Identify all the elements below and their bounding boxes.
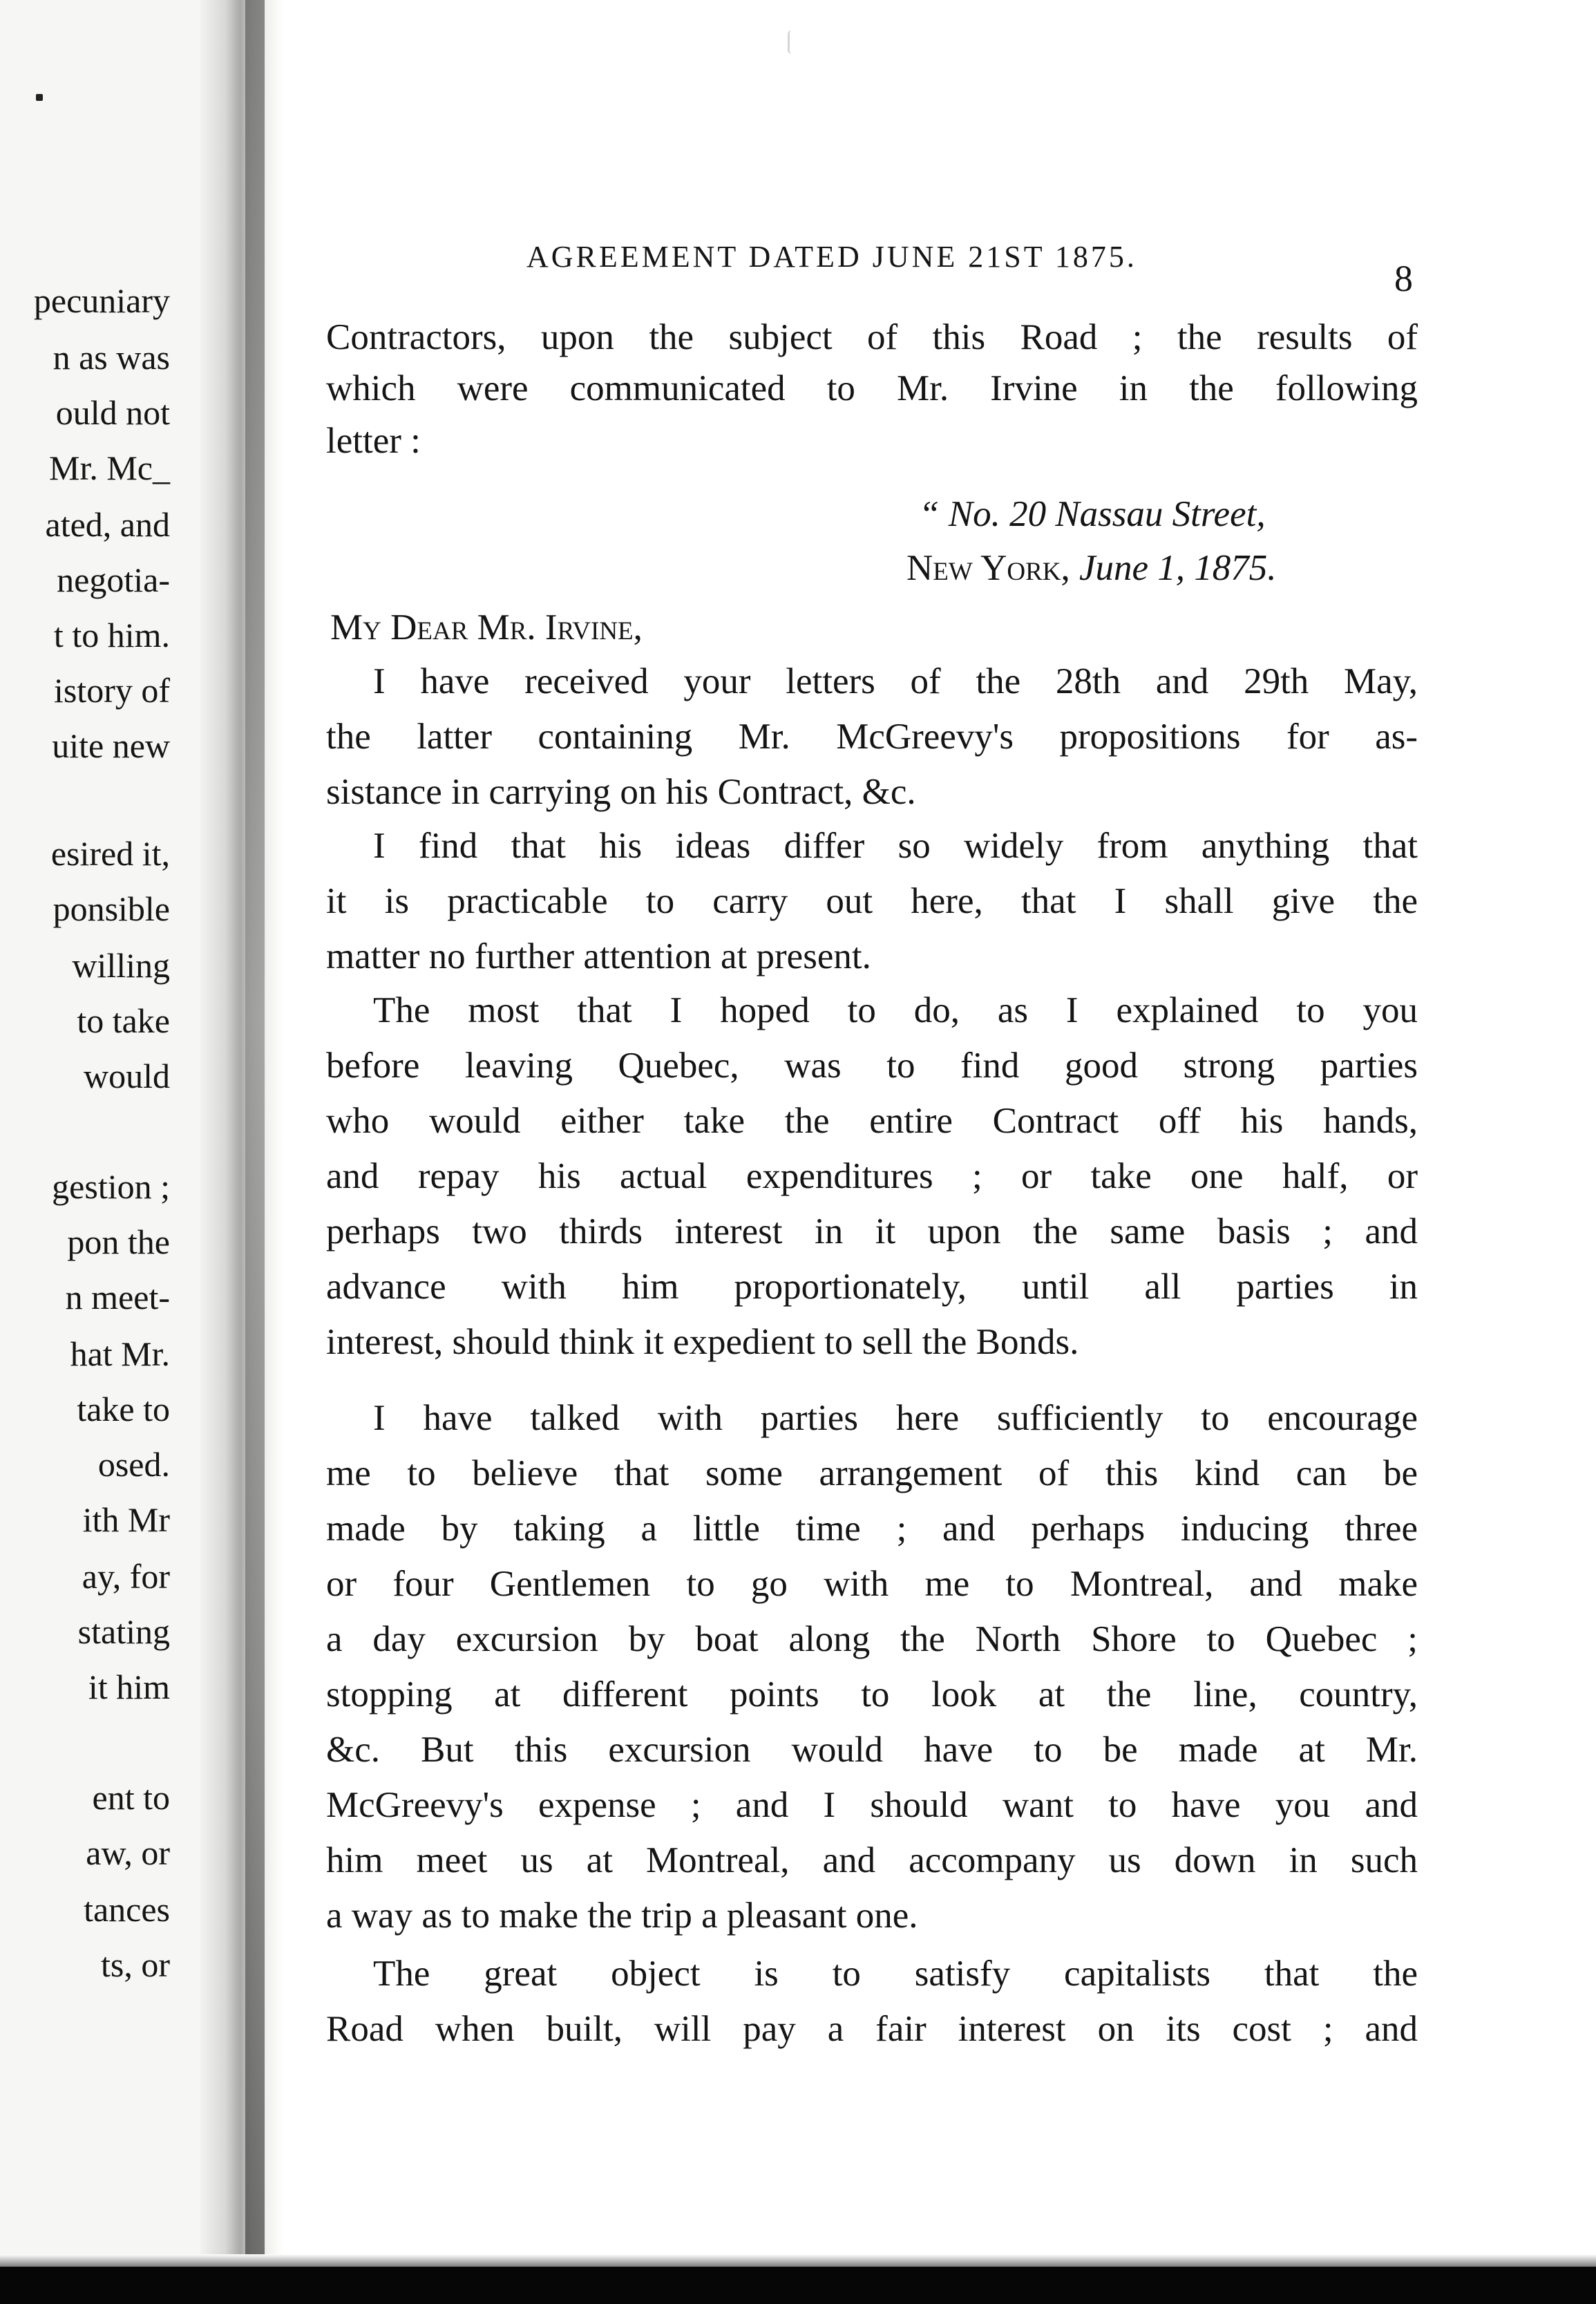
gutter-shadow: [245, 0, 265, 2260]
left-page-line: take to: [77, 1390, 170, 1428]
letter-date: June 1, 1875.: [1079, 548, 1277, 588]
left-page-line: Mr. Mc_: [49, 448, 170, 487]
letter-line: The most that I hoped to do, as I explained to you: [373, 990, 1418, 1030]
letter-line: McGreevy's expense ; and I should want to have you and: [326, 1785, 1418, 1825]
left-page-line: would: [84, 1057, 170, 1095]
letter-line: Road when built, will pay a fair interest on its cost ; and: [326, 2009, 1418, 2049]
letter-city: New York,: [906, 548, 1070, 588]
letter-line: and repay his actual expenditures ; or take one half, or: [326, 1156, 1418, 1196]
left-page-line: pecuniary: [33, 281, 170, 320]
left-page-line: ith Mr: [82, 1500, 170, 1539]
letter-line: the latter containing Mr. McGreevy's propositions for as-: [326, 717, 1418, 757]
letter-line: advance with him proportionately, until all parties in: [326, 1267, 1418, 1307]
letter-line: or four Gentlemen to go with me to Montreal, and make: [326, 1564, 1418, 1604]
left-page-line: pon the: [67, 1222, 170, 1261]
letter-salutation: My Dear Mr. Irvine,: [330, 607, 643, 648]
running-title: AGREEMENT DATED JUNE 21ST 1875.: [526, 240, 1137, 274]
left-page-line: esired it,: [50, 834, 170, 873]
left-page-line: istory of: [53, 671, 170, 710]
letter-line: I have received your letters of the 28th and 29th May,: [373, 661, 1418, 701]
letter-place-date: [906, 547, 1277, 589]
left-page-line: n as was: [53, 338, 170, 377]
page-number: 8: [1394, 258, 1413, 299]
left-page-line: willing: [72, 946, 170, 985]
scan-edge: [0, 2254, 1596, 2268]
ink-dot: [36, 94, 43, 101]
letter-line: me to believe that some arrangement of this kind can be: [326, 1453, 1418, 1493]
left-page-line: aw, or: [86, 1833, 170, 1872]
left-page-fragment: [0, 0, 200, 2260]
letter-line: perhaps two thirds interest in it upon the same basis ; and: [326, 1211, 1418, 1252]
letter-line: it is practicable to carry out here, that I shall give the: [326, 881, 1418, 921]
left-page-line: uite new: [52, 726, 170, 765]
letter-line: &c. But this excursion would have to be made at Mr.: [326, 1730, 1418, 1770]
letter-line: stopping at different points to look at the line, country,: [326, 1674, 1418, 1715]
left-page-line: ould not: [55, 393, 170, 432]
letter-line: a way as to make the trip a pleasant one.: [326, 1896, 918, 1936]
letter-line: The great object is to satisfy capitalists that the: [373, 1954, 1418, 1994]
letter-address: “ No. 20 Nassau Street,: [919, 494, 1266, 534]
letter-line: made by taking a little time ; and perhaps inducing three: [326, 1509, 1418, 1549]
left-page-line: gestion ;: [52, 1167, 170, 1206]
intro-line: which were communicated to Mr. Irvine in the following: [326, 368, 1418, 408]
left-page-line: negotia-: [57, 560, 170, 599]
left-page-line: it him: [88, 1668, 170, 1706]
left-page-line: n meet-: [65, 1278, 170, 1316]
left-page-line: ts, or: [101, 1945, 170, 1984]
letter-line: I find that his ideas differ so widely from anything that: [373, 826, 1418, 866]
left-page-line: to take: [77, 1001, 170, 1040]
letter-line: interest, should think it expedient to sell the Bonds.: [326, 1322, 1079, 1362]
left-page-line: ent to: [92, 1778, 170, 1817]
scan-border: [0, 2267, 1596, 2304]
book-gutter: [200, 0, 283, 2260]
left-page-line: osed.: [97, 1445, 170, 1484]
left-page-line: ay, for: [82, 1557, 170, 1596]
intro-line: letter :: [326, 421, 421, 461]
left-page-line: ponsible: [53, 889, 170, 928]
letter-line: sistance in carrying on his Contract, &c.: [326, 772, 916, 812]
left-page-line: tances: [84, 1890, 170, 1929]
left-page-line: hat Mr.: [70, 1334, 170, 1373]
left-page-line: ated, and: [45, 505, 170, 544]
letter-line: who would either take the entire Contract off his hands,: [326, 1101, 1418, 1141]
letter-line: a day excursion by boat along the North Shore to Quebec ;: [326, 1619, 1418, 1659]
letter-line: matter no further attention at present.: [326, 936, 871, 976]
left-page-line: t to him.: [53, 616, 170, 654]
left-page-line: stating: [77, 1612, 170, 1651]
letter-line: I have talked with parties here sufficiently to encourage: [373, 1398, 1418, 1438]
letter-line: him meet us at Montreal, and accompany us down in such: [326, 1840, 1418, 1880]
letter-line: before leaving Quebec, was to find good strong parties: [326, 1046, 1418, 1086]
intro-line: Contractors, upon the subject of this Road ; the results of: [326, 317, 1418, 357]
paper-speck: [788, 30, 795, 54]
